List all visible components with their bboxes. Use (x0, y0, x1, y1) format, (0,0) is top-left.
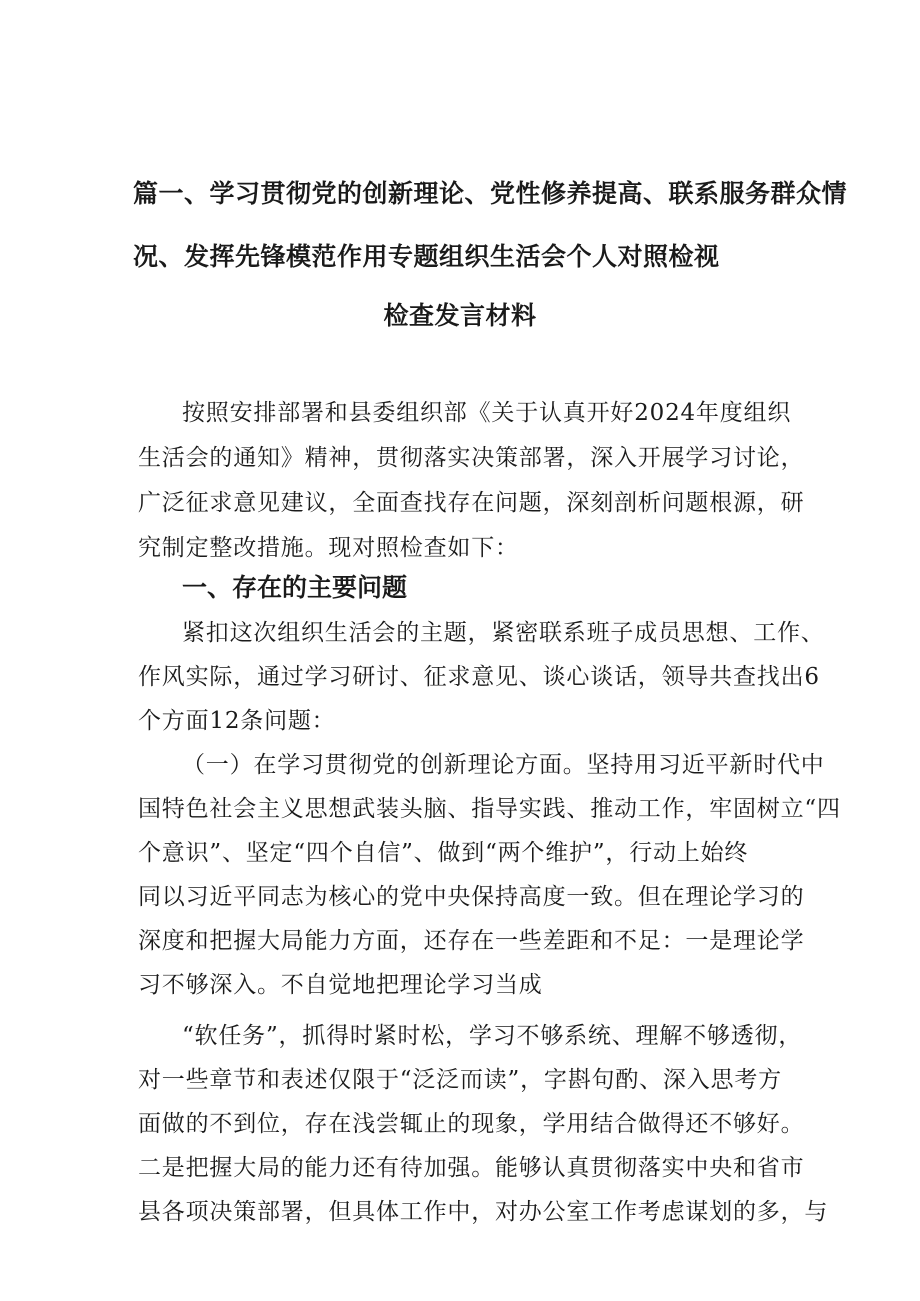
intro-line-2: 生活会的通知》精神，贯彻落实决策部署，深入开展学习讨论， (138, 445, 805, 471)
doc-title-line-2: 况、发挥先锋模范作用专题组织生活会个人对照检视 (133, 242, 720, 271)
para3-line-1: “软任务”，抓得时紧时松，学习不够系统、理解不够透彻， (182, 1023, 803, 1049)
doc-title-line-3: 检查发言材料 (383, 301, 537, 330)
para2-line-5: 深度和把握大局能力方面，还存在一些差距和不足：一是理论学 (138, 928, 805, 954)
para2-line-4: 同以习近平同志为核心的党中央保持高度一致。但在理论学习的 (138, 884, 805, 910)
para1-line-1: 紧扣这次组织生活会的主题，紧密联系班子成员思想、工作、 (182, 620, 825, 646)
para3-line-4: 二是把握大局的能力还有待加强。能够认真贯彻落实中央和省市 (138, 1155, 805, 1181)
para3-line-3: 面做的不到位，存在浅尝辄止的现象，学用结合做得还不够好。 (138, 1111, 805, 1137)
intro-line-3: 广泛征求意见建议，全面查找存在问题，深刻剖析问题根源，研 (138, 490, 805, 516)
para2-line-6: 习不够深入。不自觉地把理论学习当成 (138, 972, 543, 998)
para2-line-2: 国特色社会主义思想武装头脑、指导实践、推动工作，牢固树立“四 (138, 796, 841, 822)
intro-line-1: 按照安排部署和县委组织部《关于认真开好2024年度组织 (182, 400, 792, 426)
para2-line-3: 个意识”、坚定“四个自信”、做到“两个维护”，行动上始终 (138, 840, 749, 866)
para1-line-2: 作风实际，通过学习研讨、征求意见、谈心谈话，领导共查找出6 (138, 664, 820, 690)
section-heading: 一、存在的主要问题 (182, 573, 408, 602)
para3-line-5: 县各项决策部署，但具体工作中，对办公室工作考虑谋划的多，与 (138, 1199, 829, 1225)
para3-line-2: 对一些章节和表述仅限于“泛泛而读”，字斟句酌、深入思考方 (138, 1067, 782, 1093)
para2-line-1: （一）在学习贯彻党的创新理论方面。坚持用习近平新时代中 (182, 752, 825, 778)
doc-title-line-1: 篇一、学习贯彻党的创新理论、党性修养提高、联系服务群众情 (133, 179, 848, 208)
intro-line-4: 究制定整改措施。现对照检查如下： (138, 535, 519, 561)
para1-line-3: 个方面12条问题： (138, 708, 336, 734)
